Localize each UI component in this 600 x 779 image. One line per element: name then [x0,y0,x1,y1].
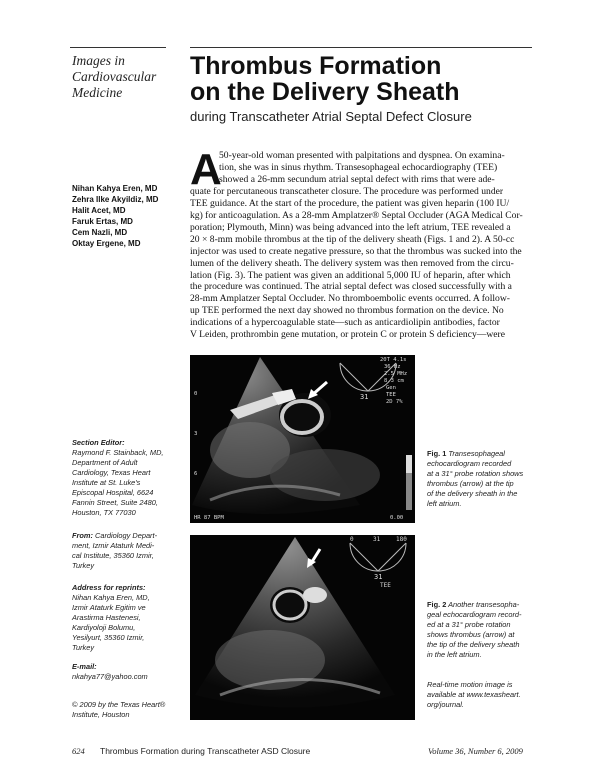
copyright-block [72,700,187,720]
echocardiogram-image-1 [190,355,415,523]
motion-note-line: available at www.texasheart. [427,690,521,699]
from-line: Turkey [72,561,95,570]
motion-note-line: org/journal. [427,700,464,709]
section-label-line: Cardiovascular [72,69,157,84]
article-title [190,53,550,105]
caption-line: Another transesopha- [446,600,520,609]
author: Oktay Ergene, MD [72,239,141,248]
section-editor-line: Institute at St. Luke's [72,478,141,487]
reprints-block [72,583,187,653]
email-block [72,662,187,682]
echo1-readout: 2D 7% [386,399,403,405]
section-editor-line: Houston, TX 77030 [72,508,136,517]
reprints-line: Kardiyoloji Bolumu, [72,623,136,632]
email-address: nkahya77@yahoo.com [72,672,148,681]
motion-note-line: Real-time motion image is [427,680,513,689]
body-line: 50-year-old woman presented with palpitations and dyspnea. On examina- [219,150,505,161]
echo1-heart-rate: HR 87 BPM [194,515,224,521]
copyright-line: © 2009 by the Texas Heart® [72,700,166,709]
email-heading: E-mail: [72,662,97,671]
echo1-readout: 2.5 MHz [384,371,408,377]
echo1-scale-tick: 0 [194,391,198,397]
title-line: on the Delivery Sheath [190,78,460,106]
echo1-readout: 20T 4.1s [380,357,407,363]
caption-line: geal echocardiogram record- [427,610,522,619]
section-rule [70,47,166,48]
caption-line: thrombus (arrow) at the tip [427,479,514,488]
author: Faruk Ertas, MD [72,217,133,226]
echo1-readout: 36 Hz [384,364,401,370]
echo2-scale-tick: 180 [396,536,407,543]
body-line: V Leiden, prothrombin gene mutation, or protein C or protein S deficiency—were [190,329,506,341]
body-line: lumen of the delivery sheath. The delivery system was then removed from the circu- [190,257,514,269]
caption-line: at a 31° probe rotation shows [427,469,524,478]
echo1-readout: TEE [386,392,396,398]
section-editor-line: Raymond F. Stainback, MD, [72,448,164,457]
section-editor-line: Fannin Street, Suite 2480, [72,498,158,507]
echo1-readout: 8.3 cm [384,378,404,384]
volume-info: Volume 36, Number 6, 2009 [428,746,523,756]
motion-image-note [427,680,537,710]
title-rule [190,47,532,48]
caption-line: in the left atrium. [427,650,482,659]
author-list [72,183,187,249]
body-line: 28-mm Amplatzer Septal Occluder. No thromboembolic events occurred. A follow- [190,293,510,305]
from-line: ment, Izmir Ataturk Medi- [72,541,155,550]
reprints-heading: Address for reprints: [72,583,146,592]
author: Zehra Ilke Akyildiz, MD [72,195,159,204]
section-editor-block [72,438,187,518]
echo2-readout: TEE [380,582,391,589]
section-label-line: Images in [72,53,125,68]
body-line: kg) for anticoagulation. As a 28-mm Amplatzer® Septal Occluder (AGA Medical Cor- [190,209,523,221]
section-editor-heading: Section Editor: [72,438,125,447]
caption-line: of the delivery sheath in the [427,489,518,498]
reprints-line: Yesilyurt, 35360 Izmir, [72,633,145,642]
reprints-line: Arastirma Hastenesi, [72,613,141,622]
caption-line: Transesophageal [446,449,505,458]
echo1-time-readout: 0.00 [390,515,404,521]
section-editor-line: Cardiology, Texas Heart [72,468,151,477]
running-title: Thrombus Formation during Transcatheter ASD Closure [100,746,311,756]
body-line: TEE guidance. At the start of the procedure, the patient was given heparin (100 IU/ [190,197,510,209]
body-line: lation (Fig. 3). The patient was given an additional 5,000 IU of heparin, after which [190,269,511,281]
figure-label: Fig. 1 [427,449,447,458]
drop-cap: A [190,145,222,194]
author: Cem Nazli, MD [72,228,128,237]
body-line: quate for percutaneous transcatheter closure. The procedure was performed under [190,185,504,197]
article-subtitle: during Transcatheter Atrial Septal Defect Closure [190,109,472,124]
from-line: Cardiology Depart- [92,531,158,540]
body-line: showed a 26-mm secundum atrial septal defect with rims that were ade- [219,173,495,185]
body-line: poration; Plymouth, Minn) was being advanced into the left atrium, TEE revealed a [190,221,511,233]
figure-2-caption [427,600,537,660]
from-heading: From: [72,531,93,540]
caption-line: left atrium. [427,499,462,508]
body-line: injector was used to create negative pressure, so that the thrombus was sucked into the [190,245,522,257]
echocardiogram-figure-1 [190,355,415,523]
title-line: Thrombus Formation [190,52,442,80]
reprints-line: Nihan Kahya Eren, MD, [72,593,150,602]
reprints-line: Turkey [72,643,95,652]
caption-line: the tip of the delivery sheath [427,640,520,649]
echocardiogram-image-2 [190,535,415,720]
echocardiogram-figure-2 [190,535,415,720]
echo1-scale-tick: 3 [194,431,198,437]
caption-line: ed at a 31° probe rotation [427,620,511,629]
echo1-scale-tick: 6 [194,471,198,477]
body-line: up TEE performed the next day showed no thrombus formation on the device. No [190,305,504,317]
echo2-angle: 31 [374,573,383,581]
body-line: 20 × 8-mm mobile thrombus at the tip of the delivery sheath (Figs. 1 and 2). A 50-cc [190,233,515,245]
echo1-readout: Gen [386,385,396,391]
body-line: the procedure was continued. The atrial septal defect was closed successfully with a [190,281,512,293]
section-editor-line: Department of Adult [72,458,138,467]
copyright-line: Institute, Houston [72,710,130,719]
from-line: cal Institute, 35360 Izmir, [72,551,154,560]
section-editor-line: Episcopal Hospital, 6624 [72,488,154,497]
caption-line: echocardiogram recorded [427,459,512,468]
section-label-line: Medicine [72,85,123,100]
affiliation-block [72,531,187,571]
author: Nihan Kahya Eren, MD [72,184,158,193]
section-label [72,53,172,101]
author: Halit Acet, MD [72,206,126,215]
figure-label: Fig. 2 [427,600,447,609]
echo1-angle: 31 [360,393,369,401]
body-line: indications of a hypercoagulable state—such as anticardiolipin antibodies, factor [190,317,500,329]
page-number: 624 [72,746,85,756]
reprints-line: Izmir Ataturk Egitim ve [72,603,146,612]
body-line: tion, she was in sinus rhythm. Transesophageal echocardiography (TEE) [219,161,498,173]
echo2-scale-tick: 0 [350,536,354,543]
figure-1-caption [427,449,537,509]
echo2-scale-tick: 31 [373,536,381,543]
caption-line: shows thrombus (arrow) at [427,630,515,639]
body-text [190,145,533,341]
